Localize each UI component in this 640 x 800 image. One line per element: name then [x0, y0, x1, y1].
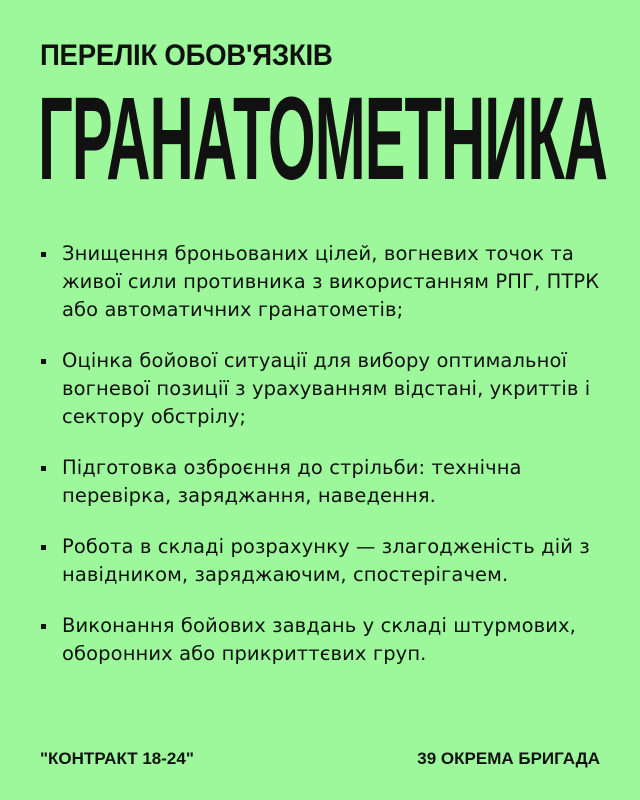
page-title: ГРАНАТОМЕТНИКА — [38, 73, 608, 205]
subtitle: ПЕРЕЛІК ОБОВ'ЯЗКІВ — [40, 39, 333, 72]
list-item — [36, 347, 606, 431]
list-item — [36, 454, 606, 510]
list-item — [36, 533, 606, 589]
duty-text: Оцінка бойової ситуації для вибору оптимальної вогневої позиції з урахуванням відстані, укриттів і сектору обстрілу; — [62, 349, 591, 428]
duty-text: Виконання бойових завдань у складі штурмових, оборонних або прикриттєвих груп. — [62, 614, 576, 665]
brigade-label: 39 ОКРЕМА БРИГАДА — [417, 749, 600, 768]
duty-text: Робота в складі розрахунку — злагодженість дій з навідником, заряджаючим, спостерігачем. — [62, 535, 590, 586]
duties-list — [36, 240, 606, 691]
list-item — [36, 612, 606, 668]
bullet-icon — [41, 545, 46, 550]
duty-text: Знищення броньованих цілей, вогневих точок та живої сили противника з використанням РПГ, ПТРК або автоматичних гранатометів; — [62, 242, 600, 321]
bullet-icon — [41, 252, 46, 257]
list-item — [36, 240, 606, 324]
bullet-icon — [41, 359, 46, 364]
bullet-icon — [41, 624, 46, 629]
bullet-icon — [41, 466, 46, 471]
contract-label: "КОНТРАКТ 18-24" — [40, 749, 194, 768]
duty-text: Підготовка озброєння до стрільби: технічна перевірка, заряджання, наведення. — [62, 456, 522, 507]
